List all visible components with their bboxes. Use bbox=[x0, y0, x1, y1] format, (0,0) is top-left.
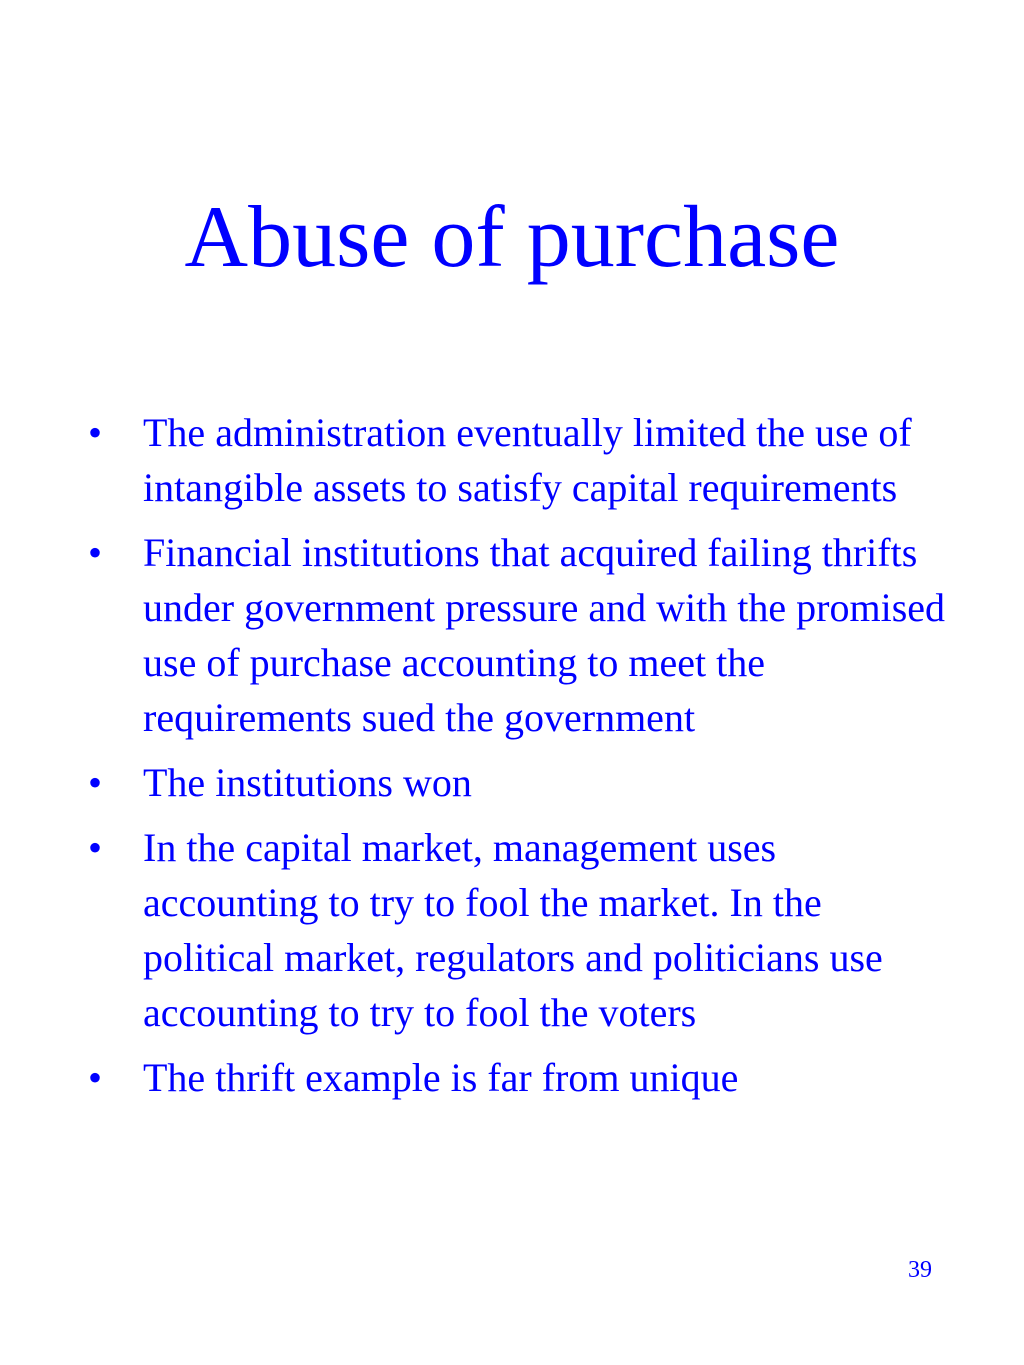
slide-title: Abuse of purchase bbox=[184, 189, 840, 286]
bullet-item bbox=[88, 1050, 948, 1105]
page-number: 39 bbox=[908, 1257, 932, 1283]
bullet-text: The institutions won bbox=[143, 760, 472, 805]
bullet-item bbox=[88, 525, 948, 745]
bullet-icon: • bbox=[88, 530, 103, 575]
bullet-list bbox=[88, 405, 948, 1115]
bullet-icon: • bbox=[88, 1055, 103, 1100]
bullet-icon: • bbox=[88, 825, 103, 870]
bullet-text: The administration eventually limited the use of intangible assets to satisfy capital requirements bbox=[143, 410, 912, 510]
bullet-text: The thrift example is far from unique bbox=[143, 1055, 739, 1100]
bullet-text: Financial institutions that acquired failing thrifts under government pressure and with the promised use of purchase accounting to meet the requirements sued the government bbox=[143, 530, 946, 740]
bullet-item bbox=[88, 755, 948, 810]
bullet-icon: • bbox=[88, 760, 103, 805]
bullet-item bbox=[88, 405, 948, 515]
bullet-item bbox=[88, 820, 948, 1040]
bullet-icon: • bbox=[88, 410, 103, 455]
bullet-text: In the capital market, management uses accounting to try to fool the market. In the political market, regulators and politicians use accounting to try to fool the voters bbox=[143, 825, 883, 1035]
